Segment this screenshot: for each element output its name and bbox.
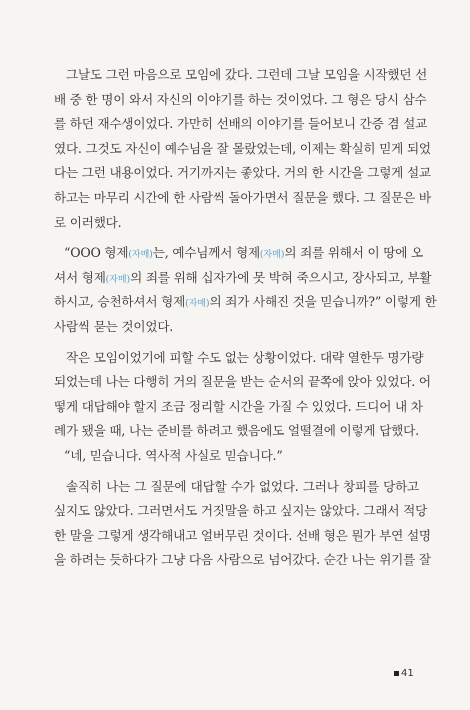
text-line (54, 290, 437, 315)
text-line: 그날도 그런 마음으로 모임에 갔다. 그런데 그날 모임을 시작했던 선 (66, 67, 428, 82)
sister-annotation: (자매) (185, 299, 210, 310)
sister-annotation: (자매) (105, 274, 131, 285)
text-line: 하고는 마무리 시간에 한 사람씩 돌아가면서 질문을 했다. 그 질문은 바 (54, 189, 431, 205)
square-bullet-icon (394, 671, 399, 676)
text-line: “네, 믿습니다. 역사적 사실로 믿습니다.” (64, 447, 283, 463)
text-line: 한 말을 그렇게 생각해내고 얼버무린 것이다. 선배 형은 뭔가 부연 설명 (54, 527, 431, 543)
paragraph-4-answer (54, 444, 419, 469)
text-line: 배 중 한 명이 와서 자신의 이야기를 하는 것이었다. 그 형은 당시 삼수 (54, 91, 427, 107)
text-line: 솔직히 나는 그 질문에 대답할 수가 없었다. 그러나 창피를 당하고 (66, 478, 419, 494)
paragraph-5 (54, 475, 431, 573)
text-line: 떻게 대답해야 할지 조금 정리할 시간을 가질 수 있었다. 드디어 내 차 (54, 398, 423, 414)
text-line: 로 이러했다. (54, 214, 122, 230)
page-number-text: 41 (401, 668, 414, 679)
text-line: 사람씩 묻는 것이었다. (54, 318, 174, 334)
text-line: 을 하려는 듯하다가 그냥 다음 사람으로 넘어갔다. 순간 나는 위기를 잘 (54, 552, 431, 568)
sister-annotation: (자매) (259, 250, 285, 261)
text-run: 하시고, 승천하셔서 형제 (54, 294, 186, 310)
text-line: 다는 그런 내용이었다. 거기까지는 좋았다. 거의 한 시간을 그렇게 설교 (54, 165, 431, 181)
text-line (54, 241, 424, 266)
text-line: 싶지도 않았다. 그러면서도 거짓말을 하고 싶지는 않았다. 그래서 적당 (54, 503, 428, 519)
page-number (394, 668, 414, 679)
text-line: 였다. 그것도 자신이 예수님을 잘 몰랐었는데, 이제는 확실히 믿게 되었 (54, 140, 431, 156)
text-run: 는, 예수님께서 형제 (152, 245, 260, 261)
text-line (54, 266, 432, 291)
text-line: 작은 모임이었기에 피할 수도 없는 상황이었다. 대략 열한두 명가량 (66, 349, 424, 365)
paragraph-2-quote (54, 241, 437, 339)
book-page-body (54, 63, 437, 573)
text-line: 례가 됐을 때, 나는 준비를 하려고 했음에도 얼떨결에 이렇게 답했다. (54, 423, 419, 439)
paragraph-3 (54, 346, 431, 444)
text-line: 되었는데 나는 다행히 거의 질문을 받는 순서의 끝쪽에 앉아 있었다. 어 (54, 374, 431, 390)
text-run: 셔서 형제 (54, 269, 106, 285)
text-line: 를 하던 재수생이었다. 가만히 선배의 이야기를 들어보니 간증 겸 설교 (54, 116, 428, 132)
text-run: 의 죄를 위해서 이 땅에 오 (284, 245, 424, 261)
text-run: 의 죄가 사해진 것을 믿습니까?” 이렇게 한 (209, 294, 437, 310)
sister-annotation: (자매) (128, 250, 153, 261)
text-run: “OOO 형제 (64, 245, 129, 261)
text-run: 의 죄를 위해 십자가에 못 박혀 죽으시고, 장사되고, 부활 (130, 269, 432, 285)
paragraph-1 (54, 63, 431, 235)
